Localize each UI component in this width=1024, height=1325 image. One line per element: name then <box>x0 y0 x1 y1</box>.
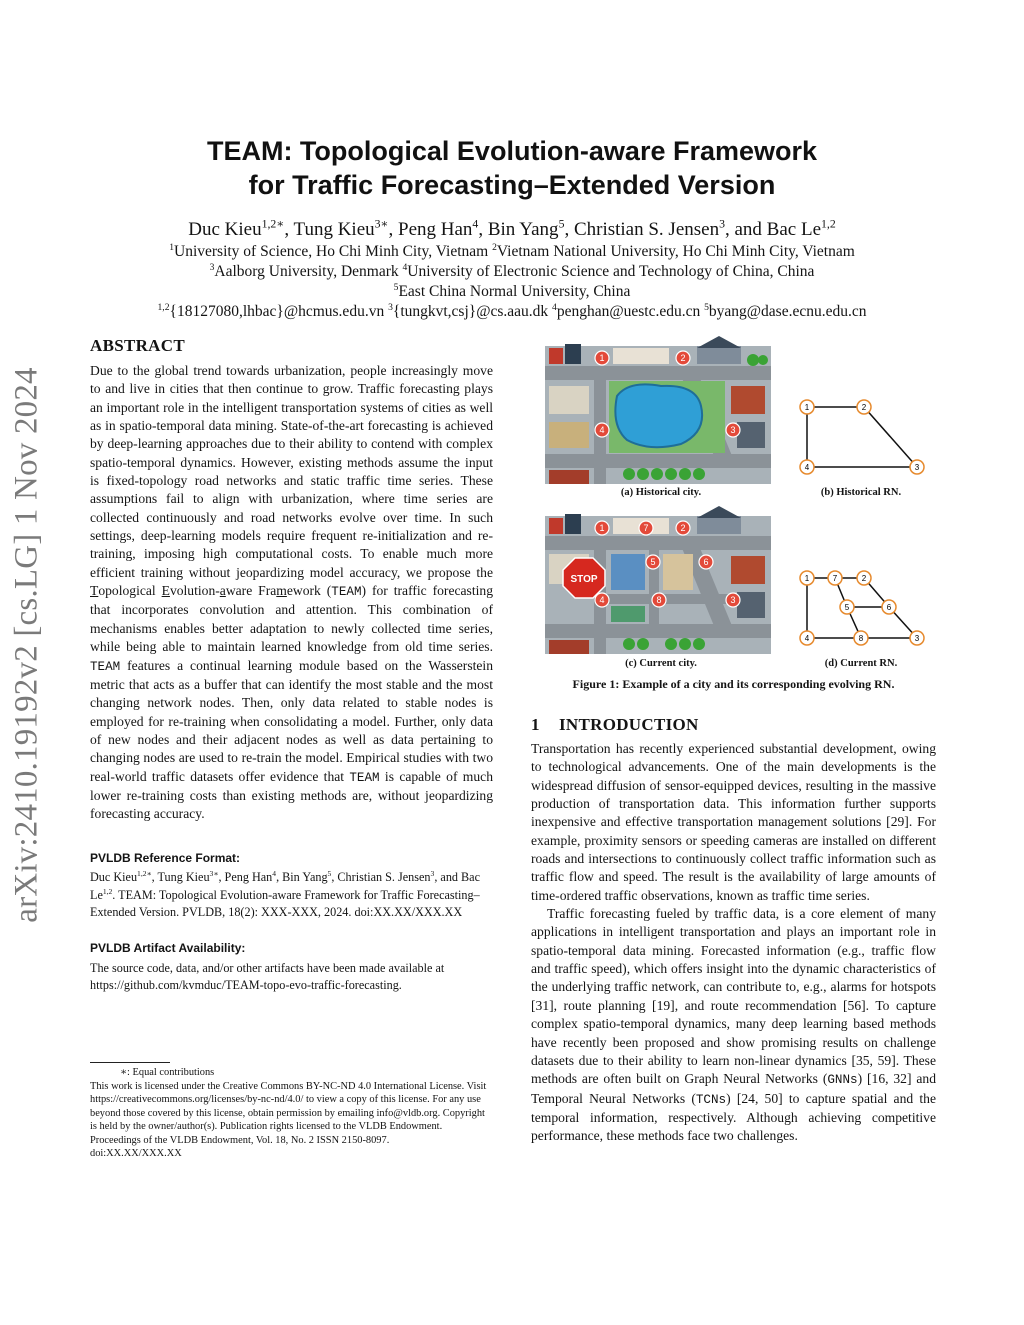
abstract-text: ) for traffic forecasting that incorporates convolution and attention. This combination of mechanisms enables better adaptation to newly collected time series, while being able to maintain learned knowledge from old time series. <box>90 583 493 655</box>
section-title: INTRODUCTION <box>559 715 699 734</box>
road-horizontal <box>545 366 771 380</box>
affiliation-line-3 <box>80 282 944 302</box>
map-pin-2 <box>676 521 690 535</box>
rn-node-4 <box>800 631 814 645</box>
affiliation: Vietnam National University, Ho Chi Minh City, Vietnam <box>496 243 855 260</box>
tree <box>693 468 705 480</box>
figure-1-illustration <box>531 336 936 676</box>
node-label: 5 <box>844 603 850 612</box>
affiliation: University of Electronic Science and Technology of China, China <box>407 263 815 280</box>
author-separator: , and <box>724 219 767 240</box>
building <box>611 606 645 622</box>
building <box>697 516 741 534</box>
rn-node-3 <box>910 460 924 474</box>
abstract-paragraph <box>90 362 493 824</box>
rn-node-4 <box>800 460 814 474</box>
intro-text: ) [16, 32] and Temporal Neural Networks ( <box>531 1071 936 1106</box>
reference-heading: PVLDB Reference Format: <box>90 850 241 865</box>
building <box>697 346 741 364</box>
availability-heading: PVLDB Artifact Availability: <box>90 940 246 955</box>
ref-author: , Christian S. Jensen <box>331 870 431 885</box>
abstract-heading: ABSTRACT <box>90 336 185 355</box>
rn-node-7 <box>828 571 842 585</box>
node-label: 4 <box>804 463 810 472</box>
email: {18127080,lhbac}@hcmus.edu.vn <box>169 303 385 320</box>
ref-author-sup: 4 <box>272 869 277 879</box>
footnote-license: This work is licensed under the Creative Commons BY-NC-ND 4.0 International License. Visit https://creativecommons.org/licenses/by-nc-nd/4.0/ to view a copy of this license. For any use beyond those covered by this license, obtain permission by emailing info@vldb.org. Copyright is held by the owner/author(s). Publication rights licensed to the VLDB Endowment. <box>90 1080 487 1132</box>
method-name: TEAM <box>349 770 380 785</box>
reference-text <box>90 869 493 922</box>
building <box>731 556 765 584</box>
pin-label: 2 <box>680 523 686 533</box>
roof <box>697 336 741 348</box>
acronym-letter: m <box>276 583 287 599</box>
historical-road-network <box>800 400 924 474</box>
lake <box>615 384 702 447</box>
map-pin-8 <box>652 593 666 607</box>
tree <box>637 468 649 480</box>
author-name: Bac Le <box>766 219 821 240</box>
tree <box>651 468 663 480</box>
author-superscript: 5 <box>558 217 565 231</box>
tree <box>679 638 691 650</box>
abstract-text: ework ( <box>286 583 332 599</box>
introduction-heading <box>531 715 936 735</box>
building <box>663 554 693 590</box>
ref-author-sup: 3∗ <box>209 869 219 879</box>
left-column <box>90 336 493 995</box>
abstract-text: volution- <box>169 583 220 599</box>
title-line-1: TEAM: Topological Evolution-aware Framework <box>206 136 818 166</box>
acronym-letter: T <box>90 583 99 599</box>
building <box>549 422 589 448</box>
ref-author: , and Bac Le <box>90 870 480 902</box>
pin-label: 2 <box>680 353 686 363</box>
title-line-2: for Traffic Forecasting–Extended Version <box>248 170 776 200</box>
author-separator: , <box>284 219 294 240</box>
tree <box>665 638 677 650</box>
rn-node-6 <box>882 600 896 614</box>
map-pin-1 <box>595 351 609 365</box>
tree <box>747 354 759 366</box>
building <box>549 386 589 414</box>
ref-author-sup: 1,2∗ <box>137 869 152 879</box>
pin-label: 7 <box>643 523 649 533</box>
node-label: 7 <box>832 574 838 583</box>
pin-label: 1 <box>599 353 605 363</box>
arxiv-identifier: arXiv:2410.19192v2 [cs.LG] 1 Nov 2024 <box>8 367 45 923</box>
abstract-body <box>90 362 493 824</box>
ref-author-sup: 1,2 <box>102 886 113 896</box>
affiliations <box>80 242 944 322</box>
ref-author: , Bin Yang <box>276 870 328 885</box>
abstract-text: ware Fra <box>225 583 277 599</box>
author-superscript: 3 <box>719 217 725 231</box>
pin-label: 5 <box>650 557 656 567</box>
reference-format <box>90 850 493 922</box>
intro-paragraph-2 <box>531 905 936 1145</box>
road-vertical <box>649 536 662 636</box>
affiliation-superscript: 2 <box>492 241 497 253</box>
footnote-doi: doi:XX.XX/XXX.XX <box>90 1148 182 1159</box>
rn-node-1 <box>800 400 814 414</box>
abstract-text: opological <box>98 583 162 599</box>
rn-node-3 <box>910 631 924 645</box>
tree <box>693 638 705 650</box>
email-line <box>80 302 944 322</box>
tree <box>623 638 635 650</box>
pin-label: 3 <box>730 425 736 435</box>
author-name: Peng Han <box>398 219 473 240</box>
map-pin-3 <box>726 593 740 607</box>
ref-author: , Peng Han <box>218 870 273 885</box>
subcaption-b: (b) Historical RN. <box>820 487 902 498</box>
intro-paragraph-1: Transportation has recently experienced substantial development, owing to technological advancements. One of the main developments is the widespread diffusion of sensor-equipped devices, resulting in the massive production of transportation data. This information further supports inexpensive and effective transportation management solutions [29]. For example, proximity sensors or speeding cameras are installed on different roads and intersections to continuously collect traffic information such as traffic flow and speed. The result is the availability of large amounts of time-ordered traffic observations, known as traffic time series. <box>531 741 936 903</box>
email-superscript: 4 <box>552 301 557 313</box>
rn-node-5 <box>840 600 854 614</box>
email: byang@dase.ecnu.edu.cn <box>708 303 867 320</box>
pin-label: 4 <box>599 425 605 435</box>
email-superscript: 1,2 <box>157 301 170 313</box>
stop-sign-label: STOP <box>570 574 598 585</box>
ref-author: Duc Kieu <box>90 870 138 885</box>
ref-citation: . TEAM: Topological Evolution-aware Framework for Traffic Forecasting–Extended Version. PVLDB, 18(2): XXX-XXX, 2024. doi:XX.XX/XXX.XX <box>90 887 480 920</box>
author-superscript: 3∗ <box>374 217 389 231</box>
node-label: 3 <box>914 463 920 472</box>
pin-label: 1 <box>599 523 605 533</box>
building <box>737 592 765 618</box>
abstract-text: features a continual learning module based on the Wasserstein metric that acts as a buffer that can identify the most stable and the most changing network nodes. Then, only data related to stable nodes is employed for re-training when consolidating a model. Further, only data of new nodes and their adjacent nodes as well as data pertaining to changing nodes are used to re-train the model. Empirical studies with two real-world traffic datasets offer evidence that <box>90 657 493 784</box>
ref-author-sup: 5 <box>327 869 332 879</box>
rn-node-2 <box>857 400 871 414</box>
map-pin-3 <box>726 423 740 437</box>
author-superscript: 4 <box>472 217 479 231</box>
node-label: 1 <box>804 403 810 412</box>
map-pin-1 <box>595 521 609 535</box>
tree <box>758 355 768 365</box>
author-list <box>80 218 944 242</box>
figure-caption: Figure 1: Example of a city and its corresponding evolving RN. <box>572 677 895 691</box>
pin-label: 8 <box>656 595 662 605</box>
introduction-body <box>531 740 936 1146</box>
building <box>737 422 765 448</box>
email-superscript: 5 <box>704 301 709 313</box>
intro-text: Traffic forecasting fueled by traffic data, is a core element of many applications in intelligent transportation and plays an important role in spatio-temporal data mining. Forecasted information (e.g., traffic flow and traffic speed), which offers insight into the dynamic characteristics of the underlying traffic network, can contribute to, e.g., alarms for hotspots [31], route planning [19], and route recommendation [56]. To capture complex spatio-temporal dynamics, many deep learning based methods have recently been proposed and show promising results on challenge datasets due to their ability to learn non-linear dynamics [35, 59]. These methods are often built on Graph Neural Networks ( <box>531 906 936 1087</box>
abstract-text: Due to the global trend towards urbanization, people increasingly move to and live in cities that then continue to grow. Traffic forecasting plays an important role in the intelligent transportation systems of cities as well as in spatio-temporal data mining. State-of-the-art forecasting is achieved by deep-learning approaches due to their ability to contend with complex spatio-temporal dynamics. However, existing methods assume the input is fixed-topology road networks and static traffic time series. These assumptions fail to align with urbanization, where time series are collected continuously and road networks evolve over time. In such settings, deep-learning models require frequent re-initialization and re-training, imposing high computational costs. To enable much more efficient training without jeopardizing model accuracy, we propose the <box>90 363 493 580</box>
subcaption-c: (c) Current city. <box>625 658 697 669</box>
acronym: TCNs <box>695 1092 727 1107</box>
section-number: 1 <box>531 715 540 734</box>
email: {tungkvt,csj}@cs.aau.dk <box>392 303 549 320</box>
acronym-letter: E <box>161 583 170 599</box>
affiliation-superscript: 1 <box>169 241 174 253</box>
right-column <box>531 336 936 1146</box>
historical-city-map <box>545 336 771 484</box>
node-label: 2 <box>861 403 867 412</box>
road-horizontal <box>545 454 771 468</box>
affiliation: Aalborg University, Denmark <box>214 263 399 280</box>
node-label: 4 <box>804 634 810 643</box>
author-name: Duc Kieu <box>188 219 262 240</box>
method-name: TEAM <box>331 585 362 600</box>
node-label: 6 <box>886 603 892 612</box>
author-separator: , <box>564 219 574 240</box>
map-pin-7 <box>639 521 653 535</box>
rn-node-2 <box>857 571 871 585</box>
affiliation: East China Normal University, China <box>398 283 631 300</box>
ref-author: , Tung Kieu <box>151 870 210 885</box>
map-pin-6 <box>699 555 713 569</box>
tree <box>637 638 649 650</box>
author-name: Christian S. Jensen <box>573 219 720 240</box>
node-label: 2 <box>861 574 867 583</box>
figure-1 <box>531 336 936 691</box>
footnotes <box>90 1066 493 1161</box>
building <box>549 470 589 484</box>
map-pin-4 <box>595 593 609 607</box>
ref-author-sup: 3 <box>430 869 435 879</box>
pin-label: 6 <box>703 557 709 567</box>
affiliation-line-1 <box>80 242 944 262</box>
node-label: 1 <box>804 574 810 583</box>
email: penghan@uestc.edu.cn <box>556 303 701 320</box>
building <box>611 554 645 590</box>
affiliation: University of Science, Ho Chi Minh City, Vietnam <box>174 243 489 260</box>
map-pin-4 <box>595 423 609 437</box>
rn-node-1 <box>800 571 814 585</box>
stop-sign-icon <box>563 558 605 598</box>
node-label: 8 <box>858 634 864 643</box>
affiliation-superscript: 4 <box>402 261 408 273</box>
footnote-divider <box>90 1062 170 1063</box>
affiliation-superscript: 5 <box>393 281 399 293</box>
acronym-letter: a <box>219 583 226 599</box>
building <box>565 344 581 364</box>
tree <box>623 468 635 480</box>
rn-edge <box>864 407 917 467</box>
subcaption-d: (d) Current RN. <box>824 658 898 669</box>
current-road-network <box>800 571 924 645</box>
building <box>613 348 669 364</box>
current-city-map <box>545 506 771 654</box>
artifact-availability <box>90 940 493 995</box>
paper-title <box>100 134 924 202</box>
map-pin-5 <box>646 555 660 569</box>
abstract-text: is capable of much lower re-training costs than existing methods are, without jeopardizing forecasting accuracy. <box>90 768 493 822</box>
affiliation-line-2 <box>80 262 944 282</box>
footnote-proceedings: Proceedings of the VLDB Endowment, Vol. 18, No. 2 ISSN 2150-8097. <box>90 1134 390 1146</box>
building <box>731 386 765 414</box>
rn-node-8 <box>854 631 868 645</box>
author-superscript: 1,2 <box>821 217 836 231</box>
author-superscript: 1,2∗ <box>261 217 285 231</box>
pin-label: 3 <box>730 595 736 605</box>
author-name: Bin Yang <box>487 219 559 240</box>
author-separator: , <box>478 219 488 240</box>
acronym: GNNs <box>827 1073 858 1088</box>
author-name: Tung Kieu <box>293 219 375 240</box>
email-superscript: 3 <box>388 301 393 313</box>
affiliation-superscript: 3 <box>209 261 215 273</box>
tree <box>665 468 677 480</box>
pin-label: 4 <box>599 595 605 605</box>
building <box>549 640 589 654</box>
building <box>549 518 563 534</box>
intro-text: ) [24, 50] to capture spatial and the temporal information, respectively. Although achieving competitive performance, these methods face two challenges. <box>531 1090 936 1144</box>
tree <box>679 468 691 480</box>
building <box>565 514 581 534</box>
building <box>549 348 563 364</box>
method-name: TEAM <box>90 659 121 674</box>
node-label: 3 <box>914 634 920 643</box>
subcaption-a: (a) Historical city. <box>620 487 702 498</box>
map-pin-2 <box>676 351 690 365</box>
author-separator: , <box>388 219 399 240</box>
availability-text: The source code, data, and/or other artifacts have been made available at https://github.com/kvmduc/TEAM-topo-evo-traffic-forecasting. <box>90 960 445 993</box>
roof <box>697 506 741 518</box>
footnote-equal: ∗: Equal contributions <box>120 1067 215 1078</box>
